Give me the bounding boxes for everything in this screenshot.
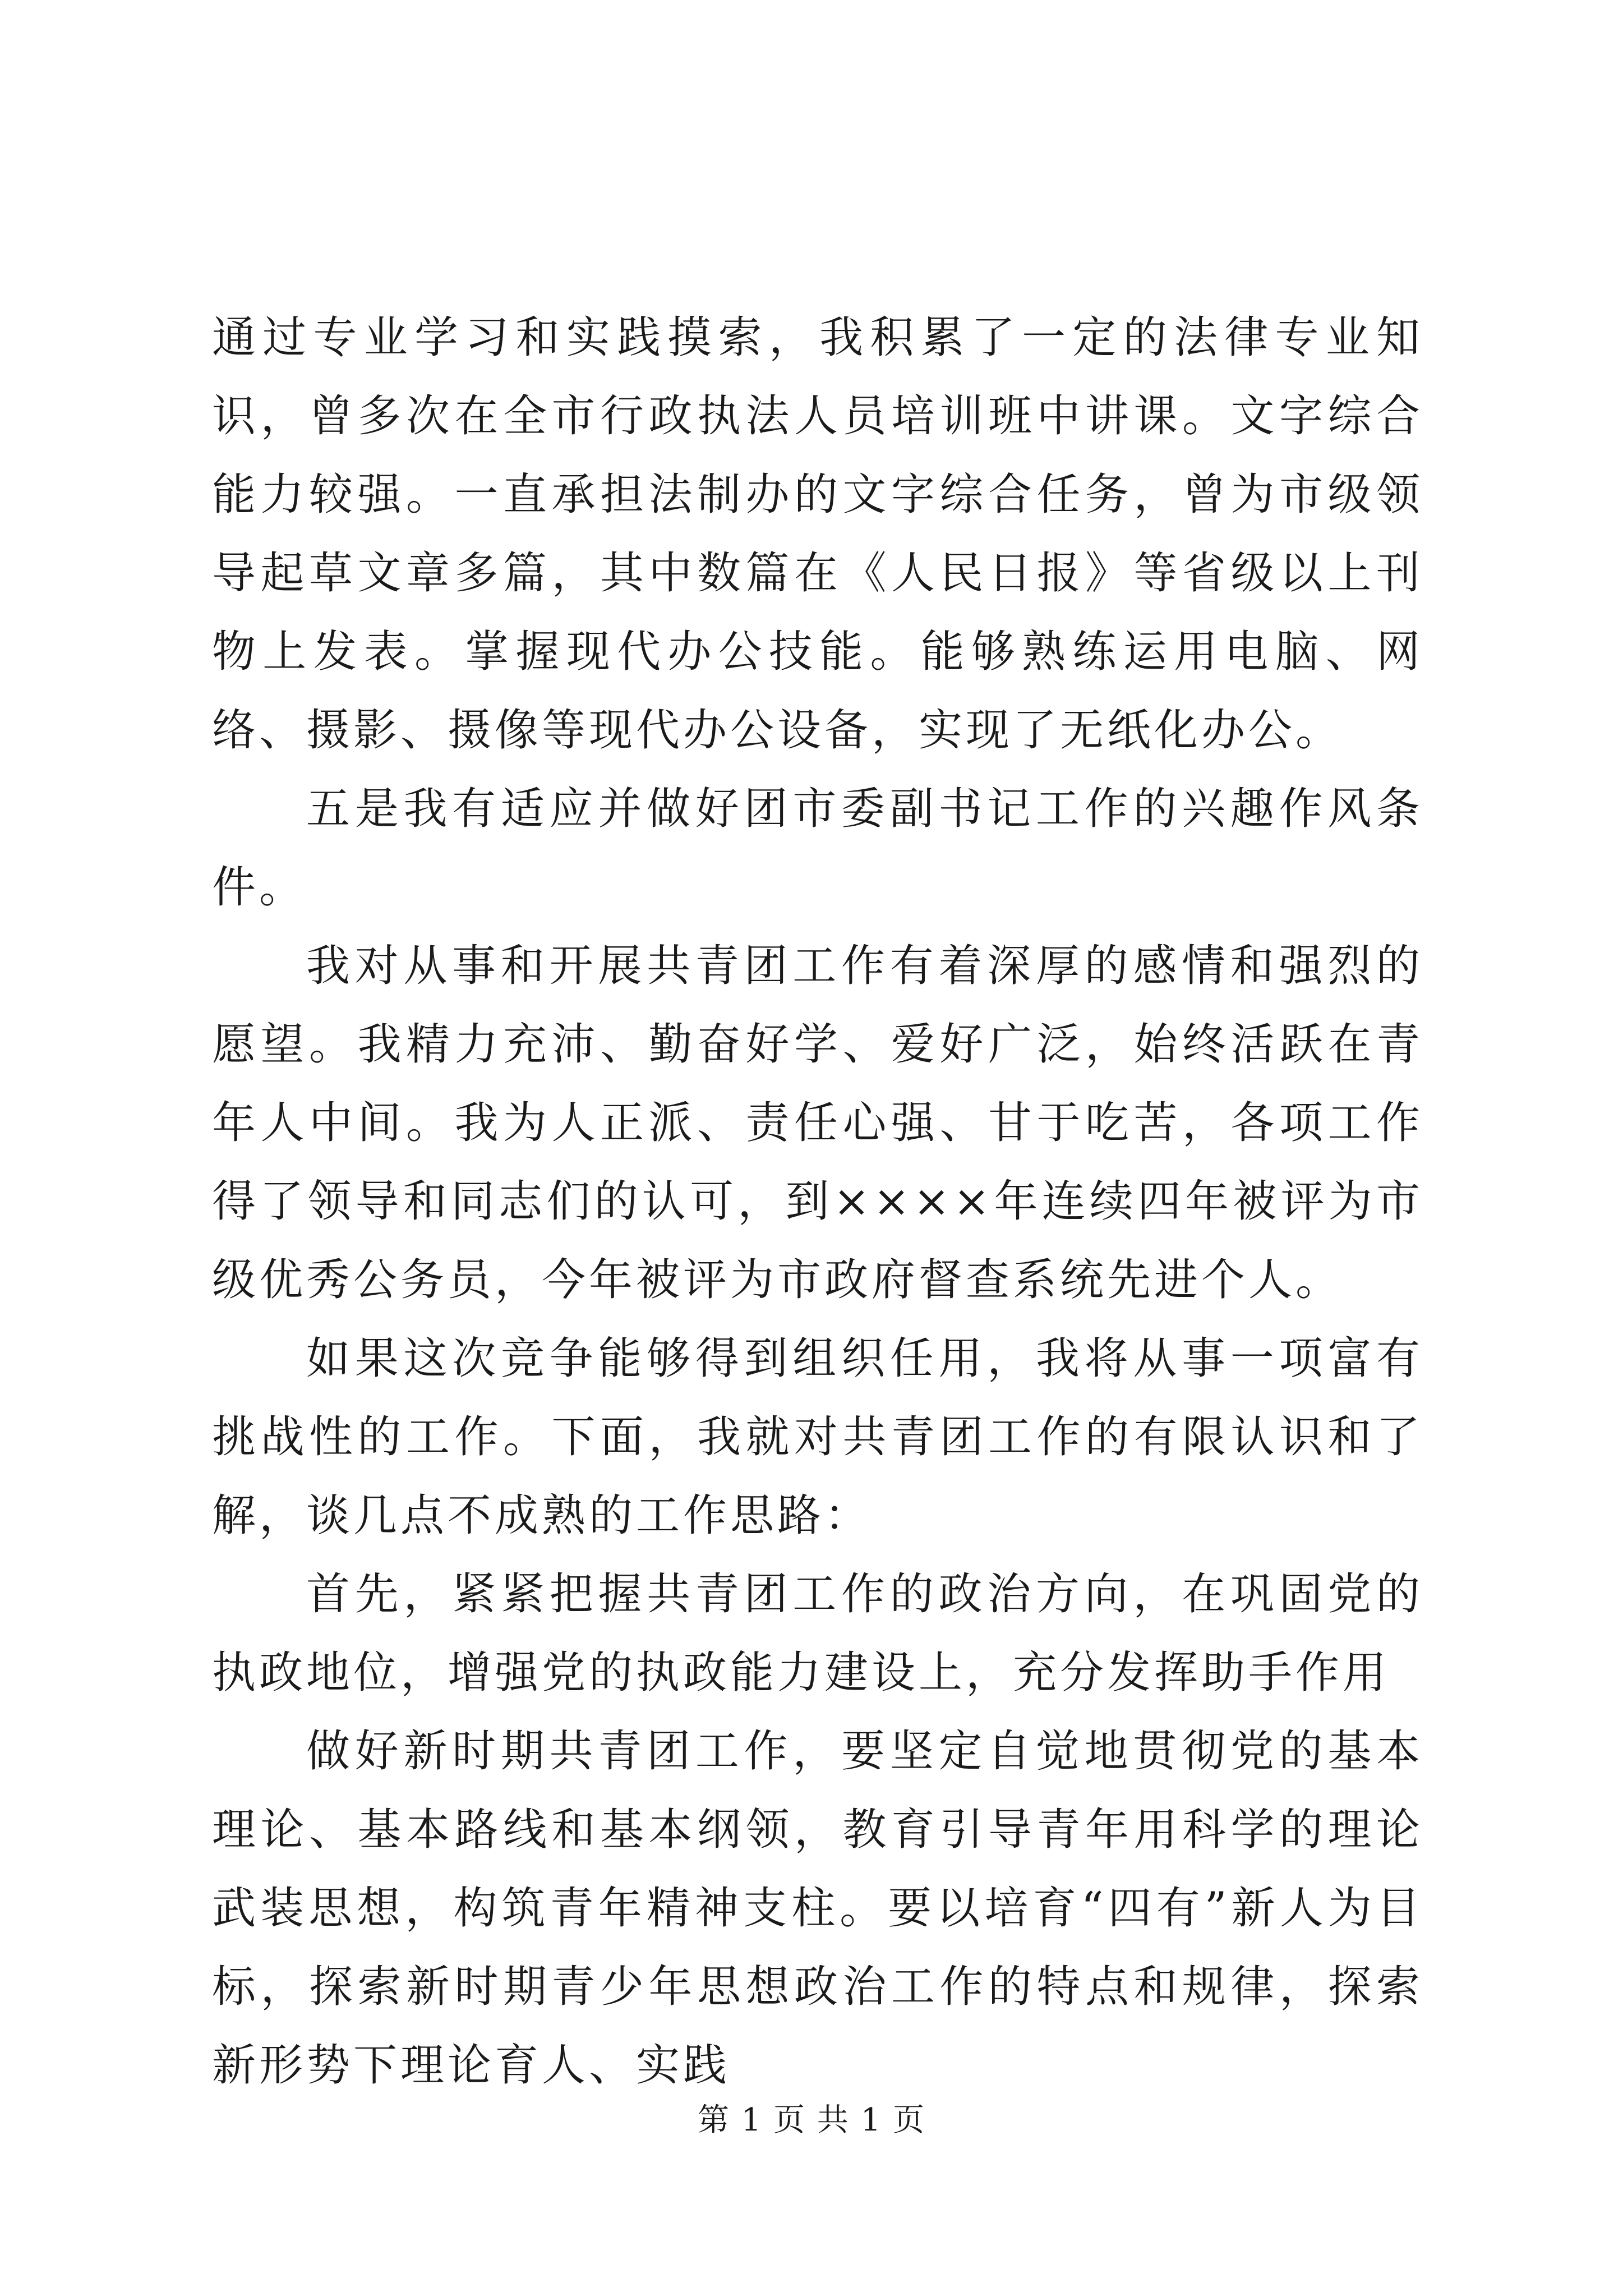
paragraph-3: 我对从事和开展共青团工作有着深厚的感情和强烈的愿望。我精力充沛、勤奋好学、爱好广泛，始终活跃在青年人中间。我为人正派、责任心强、甘于吃苦，各项工作得了领导和同志们的认可，到××××年连续四年被评为市级优秀公务员，今年被评为市政府督查系统先进个人。 [212, 941, 1423, 1305]
paragraph-5: 首先，紧紧把握共青团工作的政治方向，在巩固党的执政地位，增强党的执政能力建设上，充分发挥助手作用 [212, 1569, 1423, 1698]
paragraph-4: 如果这次竞争能够得到组织任用，我将从事一项富有挑战性的工作。下面，我就对共青团工作的有限认识和了解，谈几点不成熟的工作思路： [212, 1333, 1423, 1541]
paragraph-6: 做好新时期共青团工作，要坚定自觉地贯彻党的基本理论、基本路线和基本纲领，教育引导青年用科学的理论武装思想，构筑青年精神支柱。要以培育“四有”新人为目标，探索新时期青少年思想政治工作的特点和规律，探索新形势下理论育人、实践 [212, 1726, 1423, 2091]
paragraph-2: 五是我有适应并做好团市委副书记工作的兴趣作风条件。 [212, 784, 1423, 913]
paragraph-1: 通过专业学习和实践摸索，我积累了一定的法律专业知识，曾多次在全市行政执法人员培训班中讲课。文字综合能力较强。一直承担法制办的文字综合任务，曾为市级领导起草文章多篇，其中数篇在《人民日报》等省级以上刊物上发表。掌握现代办公技能。能够熟练运用电脑、网络、摄影、摄像等现代办公设备，实现了无纸化办公。 [212, 312, 1423, 756]
document-body [212, 298, 1423, 2105]
page-number-footer: 第 1 页 共 1 页 [697, 2102, 926, 2138]
